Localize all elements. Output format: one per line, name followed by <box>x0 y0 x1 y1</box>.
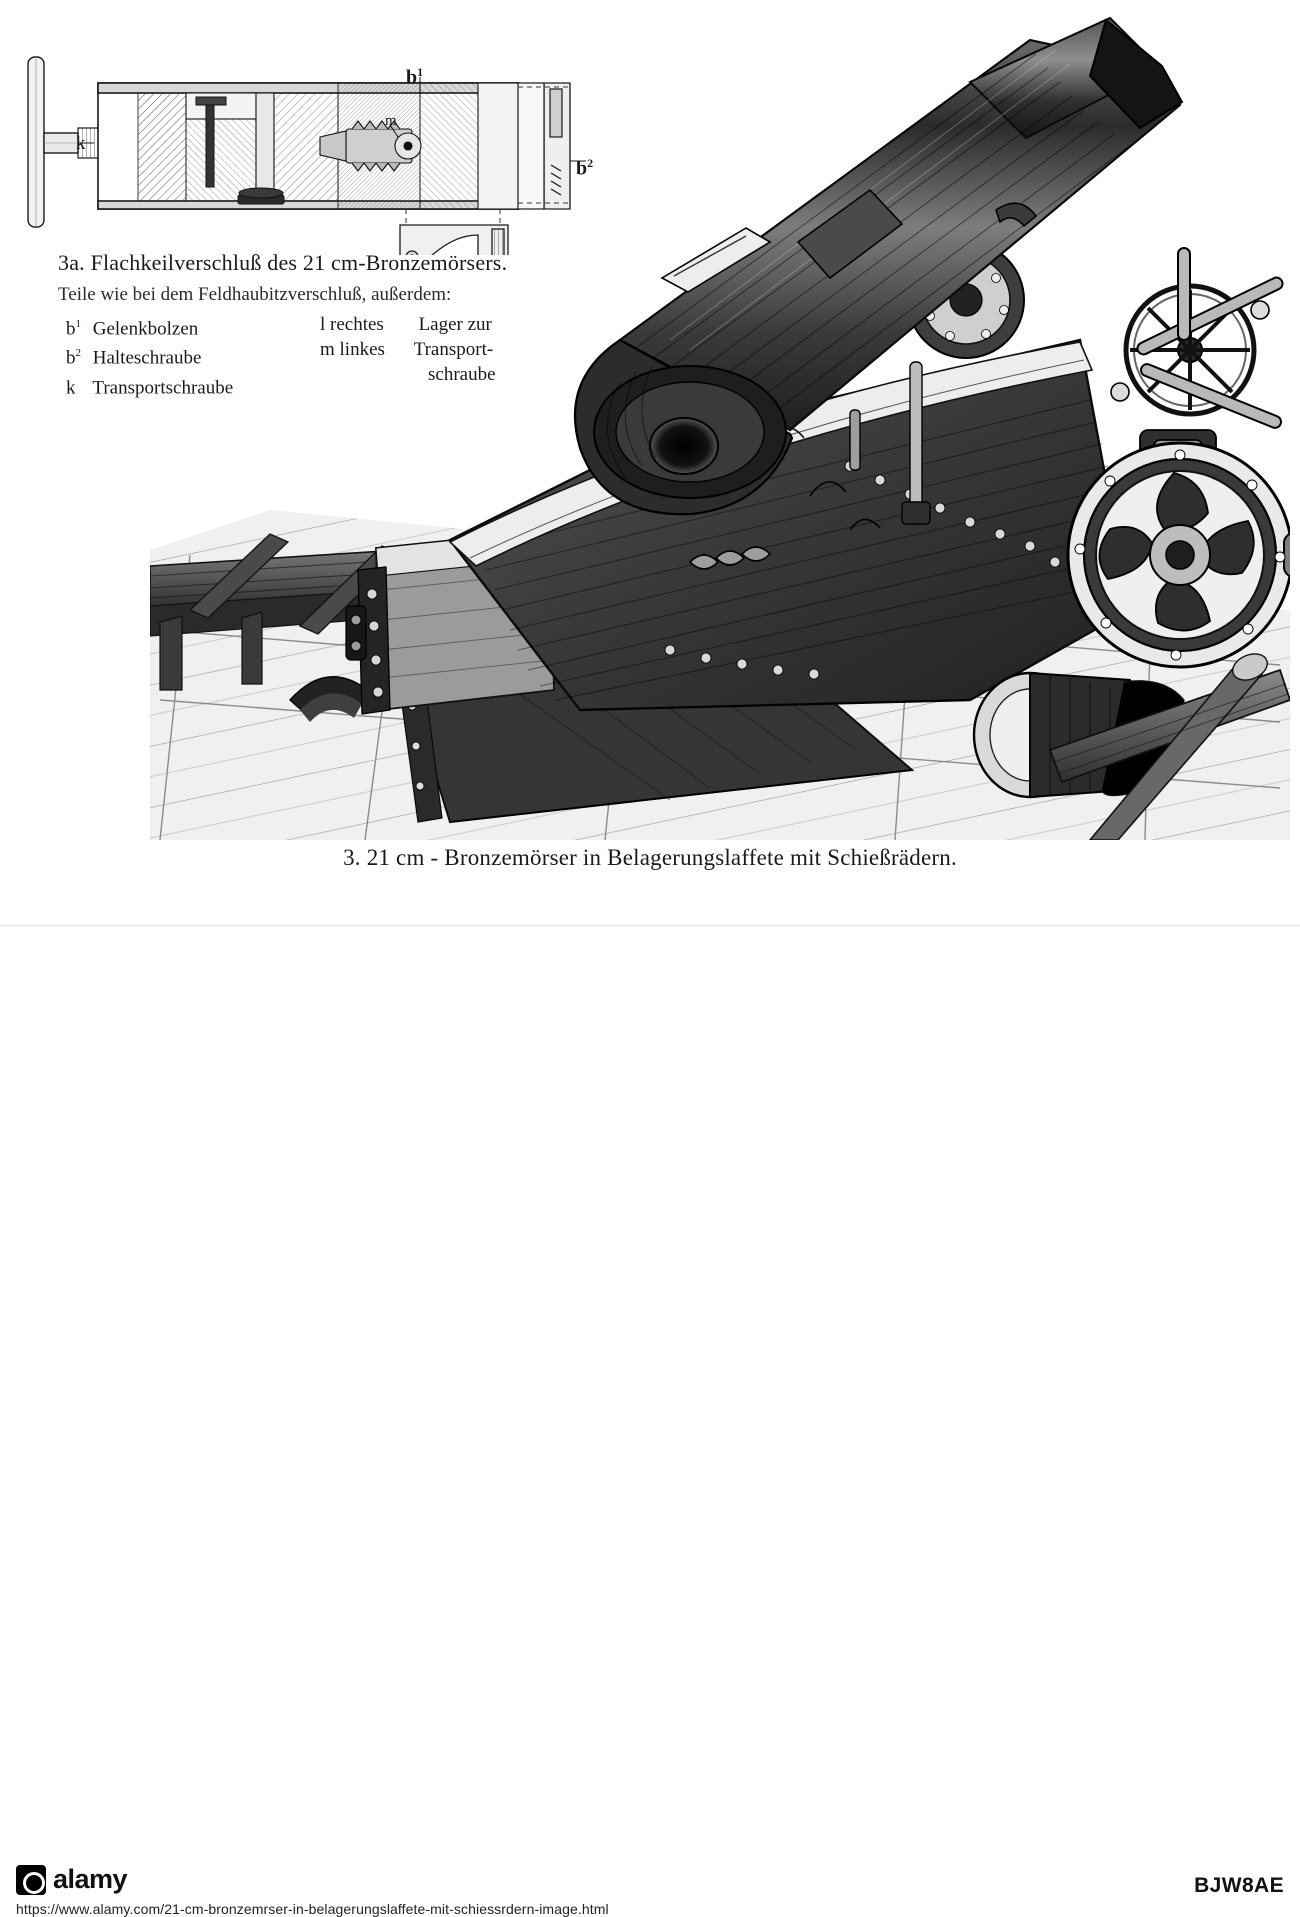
engraving-plate <box>0 0 1300 925</box>
footer-image-id: BJW8AE <box>1194 1874 1284 1897</box>
figure-3-caption: 3. 21 cm - Bronzemörser in Belagerungslaffete mit Schießrädern. <box>343 845 957 870</box>
legend-tail-text: Transport- <box>413 339 494 360</box>
alamy-mark-icon <box>16 1865 46 1895</box>
alamy-logo[interactable] <box>16 1864 127 1895</box>
legend-text: Gelenkbolzen <box>92 318 199 340</box>
figure-3a-label-b2: $b^2$ <box>576 156 594 180</box>
figure-3a-label-b1: $b^1$ <box>406 65 424 89</box>
legend-key: $b^1$ <box>66 318 81 340</box>
legend-text: Halteschraube <box>92 347 202 369</box>
figure-3-mortar-engraving <box>150 10 1290 840</box>
legend-tail-text: schraube <box>428 364 496 385</box>
legend-text: Transportschraube <box>92 376 234 398</box>
legend-text: l rechtes <box>320 314 384 335</box>
legend-key: k <box>66 376 76 398</box>
legend-text: m linkes <box>320 339 385 360</box>
stock-photo-footer <box>0 925 1300 1917</box>
figure-3a-subtitle: Teile wie bei dem Feldhaubitzverschluß, außerdem: <box>58 284 452 305</box>
figure-3a-label-k: k <box>76 133 86 154</box>
legend-key: $b^2$ <box>66 347 81 369</box>
figure-3a-title: 3a. Flachkeilverschluß des 21 cm-Bronzemörsers. <box>58 250 508 275</box>
legend-tail-text: Lager zur <box>418 314 492 335</box>
figure-3a-label-m: m <box>385 113 397 129</box>
footer-image-url[interactable]: https://www.alamy.com/21-cm-bronzemrser-in-belagerungslaffete-mit-schiessrdern-image.html <box>16 1901 609 1917</box>
alamy-wordmark: alamy <box>53 1864 128 1894</box>
